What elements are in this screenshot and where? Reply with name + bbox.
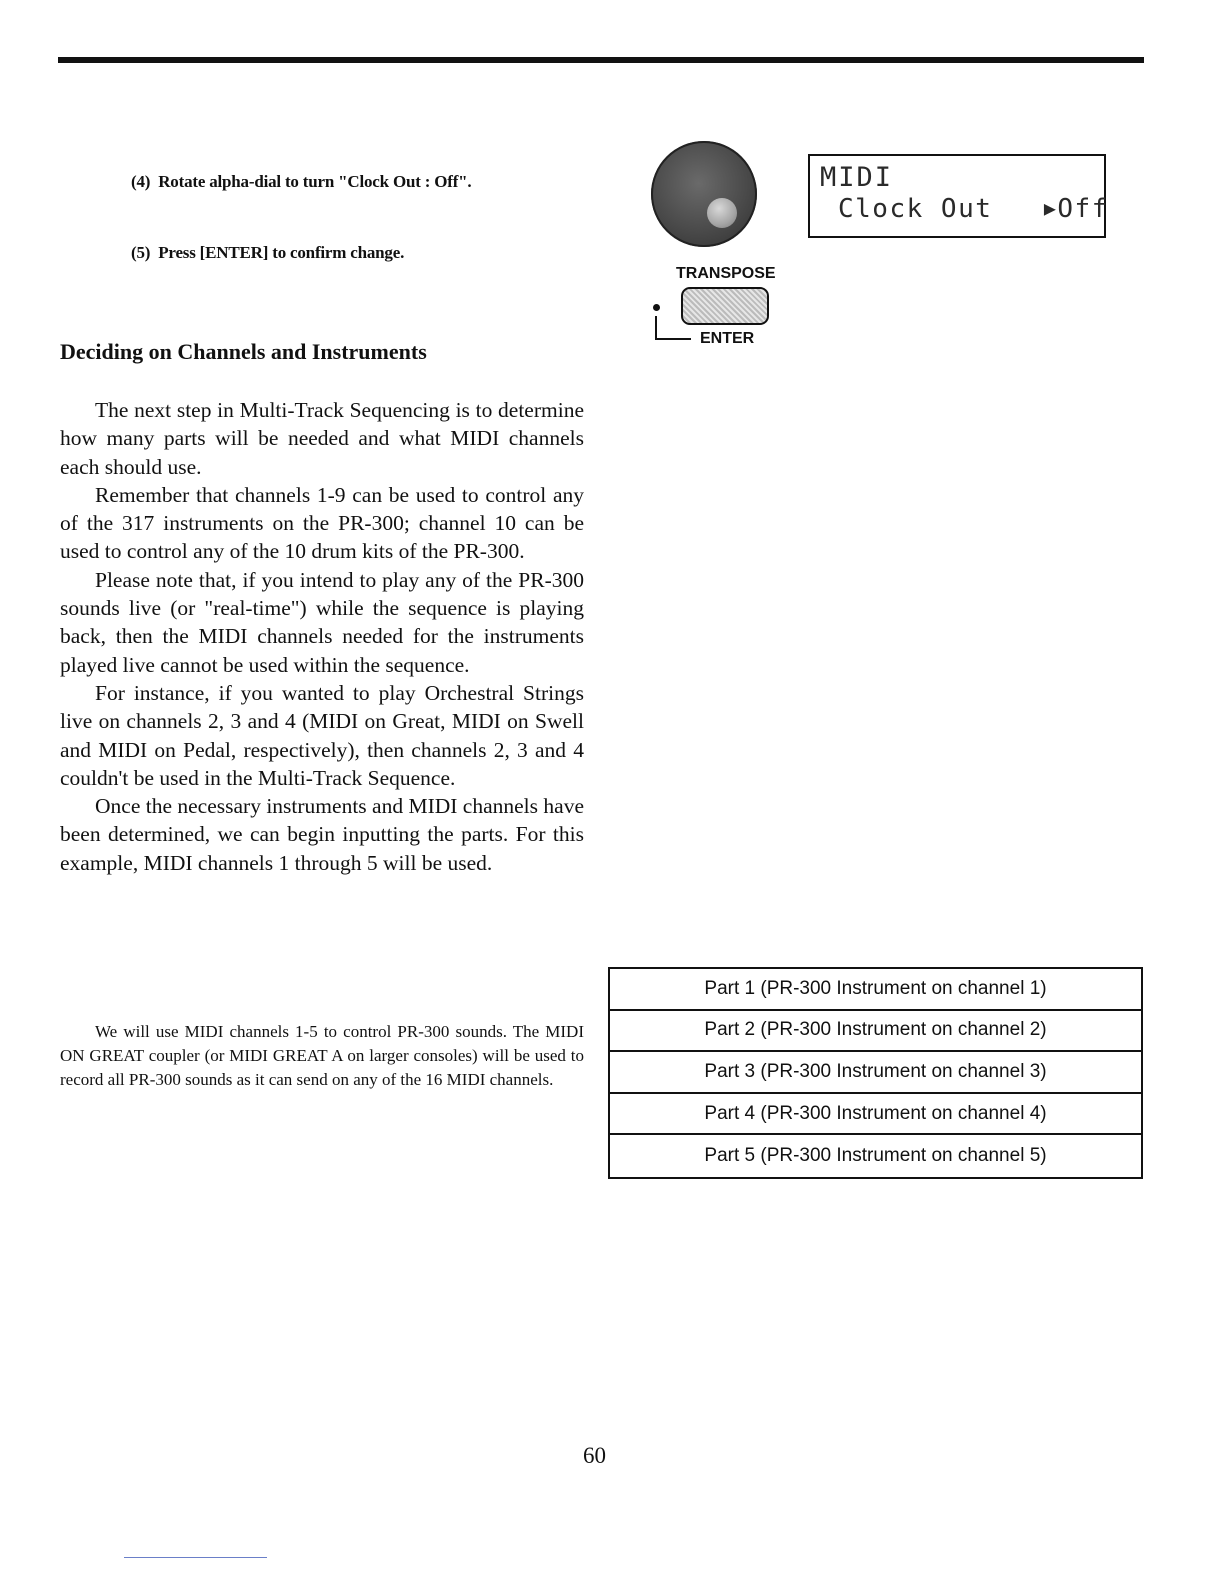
paragraph: Remember that channels 1-9 can be used to control any of the 317 instruments on the PR-300; channel 10 can be used to control any of the 10 drum kits of the PR-300.	[60, 482, 584, 564]
step-number: (4)	[131, 172, 151, 191]
table-row: Part 2 (PR-300 Instrument on channel 2)	[610, 1011, 1141, 1053]
step-5	[131, 243, 404, 263]
note-text: We will use MIDI channels 1-5 to control PR-300 sounds. The MIDI ON GREAT coupler (or MIDI GREAT A on larger consoles) will be used to record all PR-300 sounds as it can send on any of the 16 MIDI channels.	[60, 1022, 584, 1089]
table-row: Part 5 (PR-300 Instrument on channel 5)	[704, 1145, 1047, 1167]
step-4	[131, 172, 471, 192]
lcd-display	[808, 154, 1109, 238]
step-text: Rotate alpha-dial to turn "Clock Out : Off".	[158, 172, 472, 191]
body-text	[60, 396, 584, 877]
dial-knob-icon	[707, 198, 737, 228]
indicator-led-icon	[653, 304, 660, 311]
transpose-label: TRANSPOSE	[676, 265, 776, 282]
enter-button[interactable]	[681, 287, 769, 325]
paragraph: For instance, if you wanted to play Orchestral Strings live on channels 2, 3 and 4 (MIDI on Great, MIDI on Swell and MIDI on Pedal, respectively), then channels 2, 3 and 4 couldn't be used in the Multi-Track Sequence.	[60, 680, 584, 790]
page-number: 60	[583, 1443, 606, 1468]
section-title: Deciding on Channels and Instruments	[60, 339, 427, 364]
table-row: Part 1 (PR-300 Instrument on channel 1)	[610, 969, 1141, 1011]
top-rule	[58, 57, 1144, 63]
paragraph: Once the necessary instruments and MIDI channels have been determined, we can begin inputting the parts. For this example, MIDI channels 1 through 5 will be used.	[60, 794, 584, 875]
enter-label: ENTER	[700, 330, 755, 347]
table-row: Part 4 (PR-300 Instrument on channel 4)	[610, 1094, 1141, 1136]
note	[60, 1020, 584, 1092]
lcd-setting-label: Clock Out	[838, 194, 993, 224]
paragraph: Please note that, if you intend to play any of the PR-300 sounds live (or "real-time") while the sequence is playing back, then the MIDI channels needed for the instruments played live cannot be used within the sequence.	[60, 567, 584, 677]
divider	[124, 1557, 267, 1558]
table-row: Part 3 (PR-300 Instrument on channel 3)	[610, 1052, 1141, 1094]
lcd-line-1: MIDI	[820, 162, 894, 193]
alpha-dial[interactable]	[651, 141, 757, 247]
parts-table	[608, 967, 1143, 1179]
step-text: Press [ENTER] to confirm change.	[158, 243, 405, 262]
cursor-arrow-icon: ▶	[1043, 196, 1058, 220]
step-number: (5)	[131, 243, 151, 262]
paragraph: The next step in Multi-Track Sequencing is to determine how many parts will be needed and what MIDI channels each should use.	[60, 398, 584, 479]
lcd-setting-value: Off	[1057, 194, 1109, 224]
lcd-line-2	[838, 194, 1109, 224]
